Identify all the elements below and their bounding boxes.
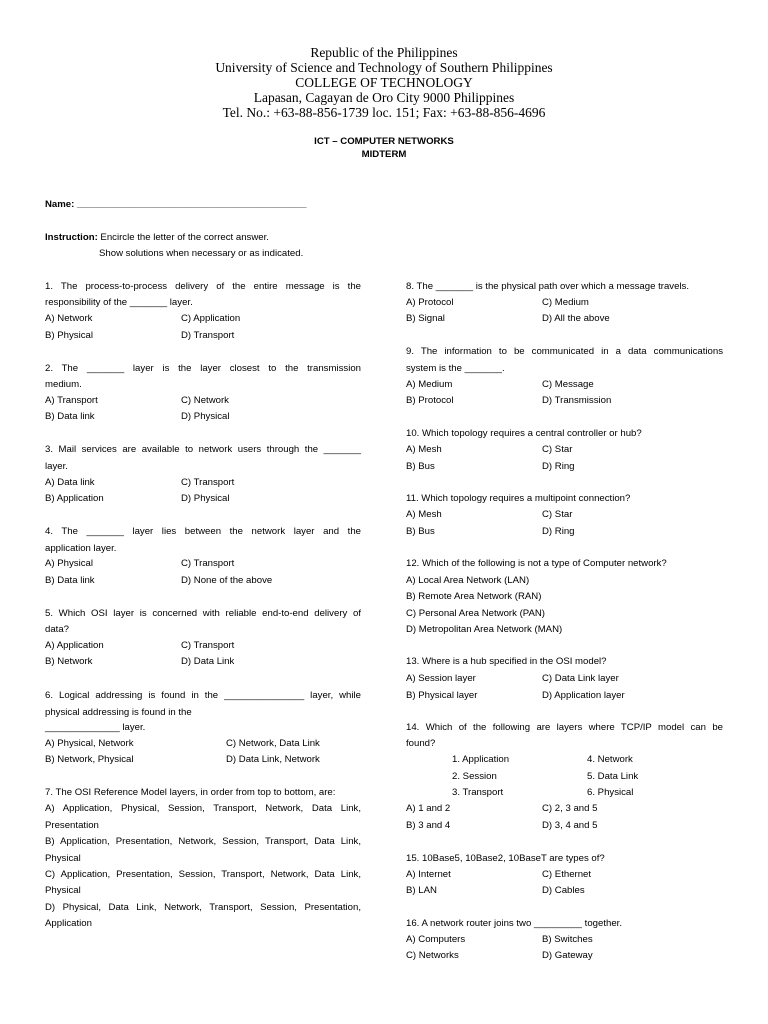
- question-15-option-c[interactable]: C) Ethernet: [542, 869, 592, 880]
- question-14-item-3: 3. Transport: [452, 787, 504, 798]
- question-12-option-a[interactable]: A) Local Area Network (LAN): [406, 575, 530, 586]
- question-14-item-6: 6. Physical: [587, 787, 634, 798]
- question-4-option-a[interactable]: A) Physical: [45, 558, 93, 569]
- question-13-option-d[interactable]: D) Application layer: [542, 690, 625, 701]
- question-14-option-d[interactable]: D) 3, 4 and 5: [542, 820, 598, 831]
- header-contact: Tel. No.: +63-88-856-1739 loc. 151; Fax: +63-88-856-4696: [222, 105, 546, 120]
- question-7-option-c-cont[interactable]: Physical: [45, 885, 81, 896]
- question-2-option-a[interactable]: A) Transport: [45, 395, 98, 406]
- question-1-stem: 1. The process-to-process delivery of the entire message is the: [45, 281, 361, 292]
- exam-title: ICT – COMPUTER NETWORKS: [314, 136, 454, 147]
- question-7-option-b[interactable]: B) Application, Presentation, Network, Session, Transport, Data Link,: [45, 836, 361, 847]
- question-2-stem-2: medium.: [45, 379, 82, 390]
- question-8-option-b[interactable]: B) Signal: [406, 313, 445, 324]
- question-7-option-c[interactable]: C) Application, Presentation, Session, Transport, Network, Data Link,: [45, 869, 361, 880]
- question-10-option-b[interactable]: B) Bus: [406, 461, 435, 472]
- question-10-option-a[interactable]: A) Mesh: [406, 444, 442, 455]
- question-6-option-a[interactable]: A) Physical, Network: [45, 738, 134, 749]
- question-1-option-c[interactable]: C) Application: [181, 313, 241, 324]
- question-15-option-b[interactable]: B) LAN: [406, 885, 437, 896]
- question-3-option-c[interactable]: C) Transport: [181, 477, 235, 488]
- question-6-stem-3: ______________ layer.: [45, 722, 146, 733]
- question-12-stem: 12. Which of the following is not a type of Computer network?: [406, 558, 667, 569]
- question-15-option-a[interactable]: A) Internet: [406, 869, 451, 880]
- question-9-stem: 9. The information to be communicated in a data communications: [406, 346, 723, 357]
- question-1-option-a[interactable]: A) Network: [45, 313, 93, 324]
- question-4-option-c[interactable]: C) Transport: [181, 558, 235, 569]
- question-4-option-d[interactable]: D) None of the above: [181, 575, 273, 586]
- question-16-option-d[interactable]: D) Gateway: [542, 950, 593, 961]
- header-republic: Republic of the Philippines: [310, 45, 458, 60]
- question-12-option-c[interactable]: C) Personal Area Network (PAN): [406, 608, 545, 619]
- question-7-option-d-cont[interactable]: Application: [45, 918, 92, 929]
- question-4-stem-2: application layer.: [45, 543, 117, 554]
- question-14-item-2: 2. Session: [452, 771, 497, 782]
- question-2-option-c[interactable]: C) Network: [181, 395, 229, 406]
- instruction-text-2: Show solutions when necessary or as indicated.: [99, 248, 304, 259]
- question-11-option-c[interactable]: C) Star: [542, 509, 573, 520]
- question-12-option-b[interactable]: B) Remote Area Network (RAN): [406, 591, 542, 602]
- question-3-stem: 3. Mail services are available to network users through the _______: [45, 444, 361, 455]
- question-8-option-d[interactable]: D) All the above: [542, 313, 610, 324]
- question-1-option-b[interactable]: B) Physical: [45, 330, 93, 341]
- question-4-option-b[interactable]: B) Data link: [45, 575, 95, 586]
- question-9-option-b[interactable]: B) Protocol: [406, 395, 454, 406]
- question-13-stem: 13. Where is a hub specified in the OSI model?: [406, 656, 607, 667]
- question-14-item-5: 5. Data Link: [587, 771, 639, 782]
- question-14-item-1: 1. Application: [452, 754, 510, 765]
- header-address: Lapasan, Cagayan de Oro City 9000 Philippines: [253, 90, 515, 105]
- question-3-option-b[interactable]: B) Application: [45, 493, 104, 504]
- question-1-option-d[interactable]: D) Transport: [181, 330, 235, 341]
- question-5-option-a[interactable]: A) Application: [45, 640, 104, 651]
- question-16-option-a[interactable]: A) Computers: [406, 934, 466, 945]
- question-10-stem: 10. Which topology requires a central controller or hub?: [406, 428, 642, 439]
- question-6-stem: 6. Logical addressing is found in the _______________ layer, while: [45, 690, 361, 701]
- question-16-option-b[interactable]: B) Switches: [542, 934, 593, 945]
- question-4-stem: 4. The _______ layer lies between the network layer and the: [45, 526, 361, 537]
- question-13-option-b[interactable]: B) Physical layer: [406, 690, 478, 701]
- question-9-stem-2: system is the _______.: [406, 363, 505, 374]
- question-9-option-d[interactable]: D) Transmission: [542, 395, 612, 406]
- question-13-option-a[interactable]: A) Session layer: [406, 673, 476, 684]
- question-3-option-d[interactable]: D) Physical: [181, 493, 230, 504]
- question-5-option-d[interactable]: D) Data Link: [181, 656, 235, 667]
- question-14-stem-2: found?: [406, 738, 436, 749]
- exam-subtitle: MIDTERM: [361, 149, 407, 160]
- instruction-label: Instruction:: [45, 232, 98, 243]
- header-university: University of Science and Technology of Southern Philippines: [215, 60, 553, 75]
- question-10-option-c[interactable]: C) Star: [542, 444, 573, 455]
- question-2-option-b[interactable]: B) Data link: [45, 411, 95, 422]
- question-8-option-c[interactable]: C) Medium: [542, 297, 589, 308]
- question-7-option-d[interactable]: D) Physical, Data Link, Network, Transport, Session, Presentation,: [45, 902, 361, 913]
- name-field: Name: ___________________________________________: [45, 199, 307, 210]
- question-3-stem-2: layer.: [45, 461, 68, 472]
- question-6-option-b[interactable]: B) Network, Physical: [45, 754, 134, 765]
- question-16-option-c[interactable]: C) Networks: [406, 950, 459, 961]
- question-11-option-d[interactable]: D) Ring: [542, 526, 575, 537]
- question-12-option-d[interactable]: D) Metropolitan Area Network (MAN): [406, 624, 563, 635]
- question-10-option-d[interactable]: D) Ring: [542, 461, 575, 472]
- question-5-stem-2: data?: [45, 624, 70, 635]
- question-16-stem: 16. A network router joins two _________ together.: [406, 918, 623, 929]
- question-9-option-a[interactable]: A) Medium: [406, 379, 453, 390]
- question-7-option-a-cont[interactable]: Presentation: [45, 820, 99, 831]
- question-14-stem: 14. Which of the following are layers where TCP/IP model can be: [406, 722, 723, 733]
- question-9-option-c[interactable]: C) Message: [542, 379, 594, 390]
- question-6-stem-2: physical addressing is found in the: [45, 707, 192, 718]
- question-2-option-d[interactable]: D) Physical: [181, 411, 230, 422]
- question-14-option-a[interactable]: A) 1 and 2: [406, 803, 451, 814]
- question-15-option-d[interactable]: D) Cables: [542, 885, 585, 896]
- instruction-text: Encircle the letter of the correct answer.: [97, 232, 269, 243]
- question-5-option-c[interactable]: C) Transport: [181, 640, 235, 651]
- question-11-option-b[interactable]: B) Bus: [406, 526, 435, 537]
- question-7-stem: 7. The OSI Reference Model layers, in order from top to bottom, are:: [45, 787, 336, 798]
- question-11-option-a[interactable]: A) Mesh: [406, 509, 442, 520]
- question-6-option-d[interactable]: D) Data Link, Network: [226, 754, 320, 765]
- question-5-stem: 5. Which OSI layer is concerned with reliable end-to-end delivery of: [45, 608, 361, 619]
- instruction-line: [45, 230, 269, 246]
- question-2-stem: 2. The _______ layer is the layer closest to the transmission: [45, 363, 361, 374]
- question-7-option-b-cont[interactable]: Physical: [45, 853, 81, 864]
- question-6-option-c[interactable]: C) Network, Data Link: [226, 738, 320, 749]
- question-15-stem: 15. 10Base5, 10Base2, 10BaseT are types of?: [406, 853, 605, 864]
- question-7-option-a[interactable]: A) Application, Physical, Session, Transport, Network, Data Link,: [45, 803, 361, 814]
- question-8-stem: 8. The _______ is the physical path over which a message travels.: [406, 281, 690, 292]
- question-1-stem-2: responsibility of the _______ layer.: [45, 297, 193, 308]
- question-5-option-b[interactable]: B) Network: [45, 656, 93, 667]
- question-13-option-c[interactable]: C) Data Link layer: [542, 673, 619, 684]
- header-college: COLLEGE OF TECHNOLOGY: [295, 75, 473, 90]
- question-14-option-c[interactable]: C) 2, 3 and 5: [542, 803, 598, 814]
- question-8-option-a[interactable]: A) Protocol: [406, 297, 454, 308]
- question-14-option-b[interactable]: B) 3 and 4: [406, 820, 451, 831]
- question-11-stem: 11. Which topology requires a multipoint connection?: [406, 493, 631, 504]
- question-3-option-a[interactable]: A) Data link: [45, 477, 95, 488]
- question-14-item-4: 4. Network: [587, 754, 633, 765]
